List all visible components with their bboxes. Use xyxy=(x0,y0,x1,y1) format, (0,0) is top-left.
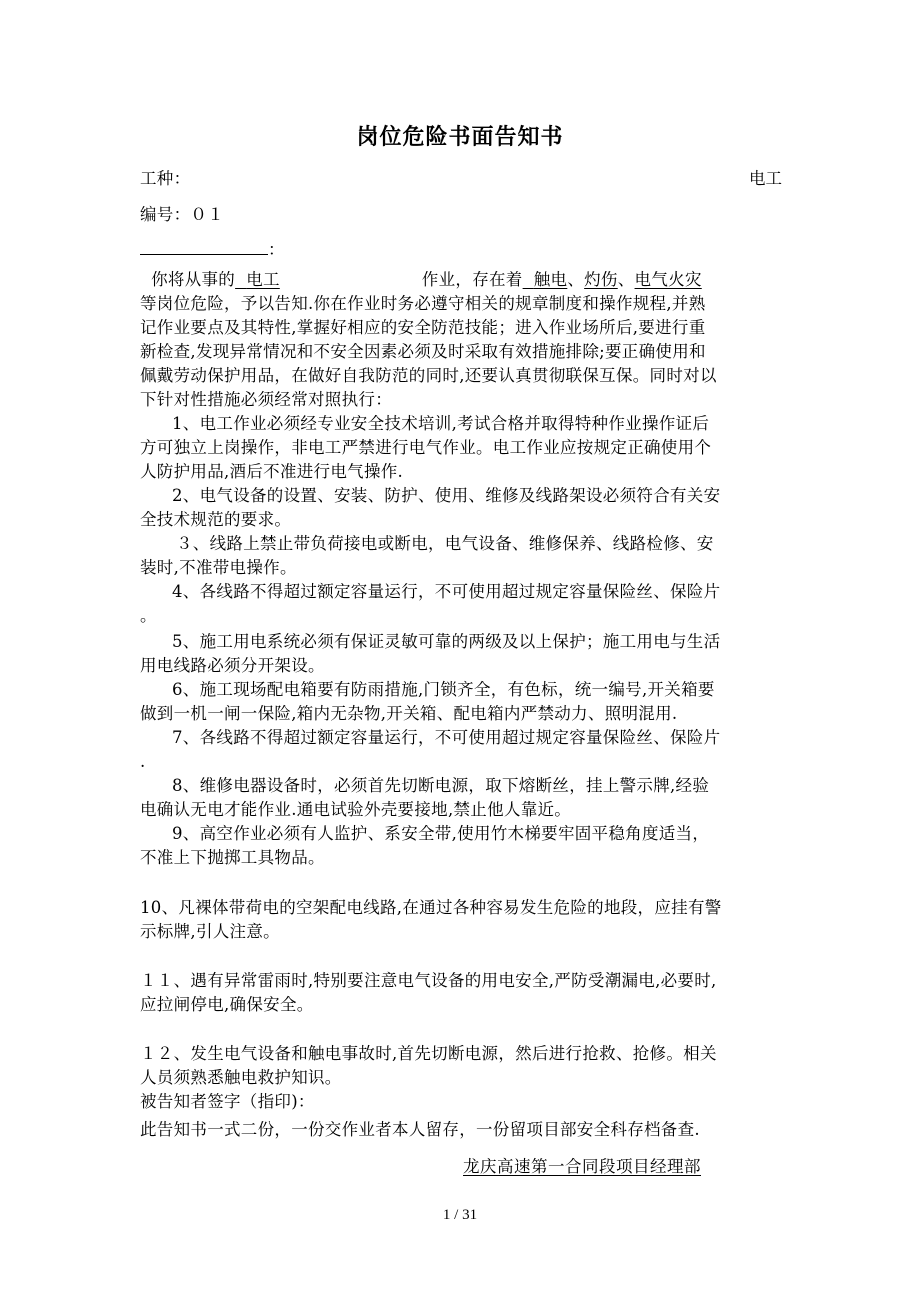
item-1-line: 方可独立上岗操作，非电工严禁进行电气作业。电工作业应按规定正确使用个 xyxy=(140,438,712,457)
item-12-line: 人员须熟悉触电救护知识。 xyxy=(140,1068,342,1087)
item-6-line: 做到一机一闸一保险,箱内无杂物,开关箱、配电箱内严禁动力、照明混用. xyxy=(140,704,678,723)
intro-line: 等岗位危险，予以告知.你在作业时务必遵守相关的规章制度和操作规程,并熟 xyxy=(140,294,706,313)
hazard-3: 电气火灾 xyxy=(634,270,702,289)
job-type-label: 工种： xyxy=(140,169,191,188)
item-9-line: 9、高空作业必须有人监护、系安全带,使用竹木梯要牢固平稳角度适当， xyxy=(172,824,710,843)
hazard-sep-1: 、 xyxy=(567,270,585,289)
item-11-line: 应拉闸停电,确保安全。 xyxy=(140,995,314,1014)
item-10-line: 示标牌,引人注意。 xyxy=(140,922,280,941)
item-11-line: １１、遇有异常雷雨时,特别要注意电气设备的用电安全,严防受潮漏电,必要时, xyxy=(140,971,717,990)
item-4-line: 4、各线路不得超过额定容量运行，不可使用超过规定容量保险丝、保险片 xyxy=(172,582,721,601)
hazard-sep-2: 、 xyxy=(617,270,635,289)
item-7-line: 7、各线路不得超过额定容量运行，不可使用超过规定容量保险丝、保险片 xyxy=(172,728,721,747)
item-2-line: 2、电气设备的设置、安装、防护、使用、维修及线路架设必须符合有关安 xyxy=(172,486,721,505)
number-row xyxy=(140,203,782,227)
intro-line-1 xyxy=(140,268,782,292)
job-type-row xyxy=(140,167,782,191)
addressee-row xyxy=(140,238,782,262)
item-8-line: 8、维修电器设备时，必须首先切断电源，取下熔断丝，挂上警示牌,经验 xyxy=(172,776,710,795)
item-10-line: 10、凡裸体带荷电的空架配电线路,在通过各种容易发生危险的地段，应挂有警 xyxy=(140,898,722,917)
copies-note: 此告知书一式二份，一份交作业者本人留存，一份留项目部安全科存档备查. xyxy=(140,1120,700,1139)
signature-label: 被告知者签字（指印)： xyxy=(140,1092,315,1111)
intro-line: 新检查,发现异常情况和不安全因素必须及时采取有效措施排除;要正确使用和 xyxy=(140,342,706,361)
job-type-value: 电工 xyxy=(749,169,782,188)
item-4-line: 。 xyxy=(140,606,157,625)
item-8-line: 电确认无电才能作业.通电试验外壳要接地,禁止他人靠近。 xyxy=(140,800,572,819)
hazard-1: 触电 xyxy=(533,270,568,289)
item-5-line: 用电线路必须分开架设。 xyxy=(140,656,325,675)
intro-line: 记作业要点及其特性,掌握好相应的安全防范技能；进入作业场所后,要进行重 xyxy=(140,318,706,337)
item-3-line: 装时,不准带电操作。 xyxy=(140,558,297,577)
item-1-line: 人防护用品,酒后不准进行电气操作. xyxy=(140,462,404,481)
number-label: 编号： xyxy=(140,205,191,224)
item-5-line: 5、施工用电系统必须有保证灵敏可靠的两级及以上保护；施工用电与生活 xyxy=(172,632,721,651)
addressee-blank xyxy=(140,240,268,255)
issuer: 龙庆高速第一合同段项目经理部 xyxy=(463,1157,701,1176)
intro-trade: 电工 xyxy=(246,270,280,289)
item-2-line: 全技术规范的要求。 xyxy=(140,510,292,529)
item-6-line: 6、施工现场配电箱要有防雨措施,门锁齐全，有色标，统一编号,开关箱要 xyxy=(172,680,715,699)
intro-line: 佩戴劳动保护用品，在做好自我防范的同时,还要认真贯彻联保互保。同时对以 xyxy=(140,366,717,385)
document-title: 岗位危险书面告知书 xyxy=(356,125,564,150)
number-value: ０１ xyxy=(190,205,225,224)
hazard-2: 灼伤 xyxy=(584,270,618,289)
item-7-line: . xyxy=(140,752,146,771)
intro-line: 下针对性措施必须经常对照执行： xyxy=(140,390,392,409)
item-12-line: １２、发生电气设备和触电事故时,首先切断电源，然后进行抢救、抢修。相关 xyxy=(140,1044,717,1063)
item-9-line: 不准上下抛掷工具物品。 xyxy=(140,848,325,867)
item-1-line: 1、电工作业必须经专业安全技术培训,考试合格并取得特种作业操作证后 xyxy=(172,414,710,433)
page-indicator: 1 / 31 xyxy=(442,1207,478,1223)
intro-prefix: 你将从事的 xyxy=(151,270,236,289)
intro-mid: 作业，存在着 xyxy=(421,270,523,289)
addressee-colon: ： xyxy=(268,240,285,259)
item-3-line: ３、线路上禁止带负荷接电或断电，电气设备、维修保养、线路检修、安 xyxy=(176,534,714,553)
